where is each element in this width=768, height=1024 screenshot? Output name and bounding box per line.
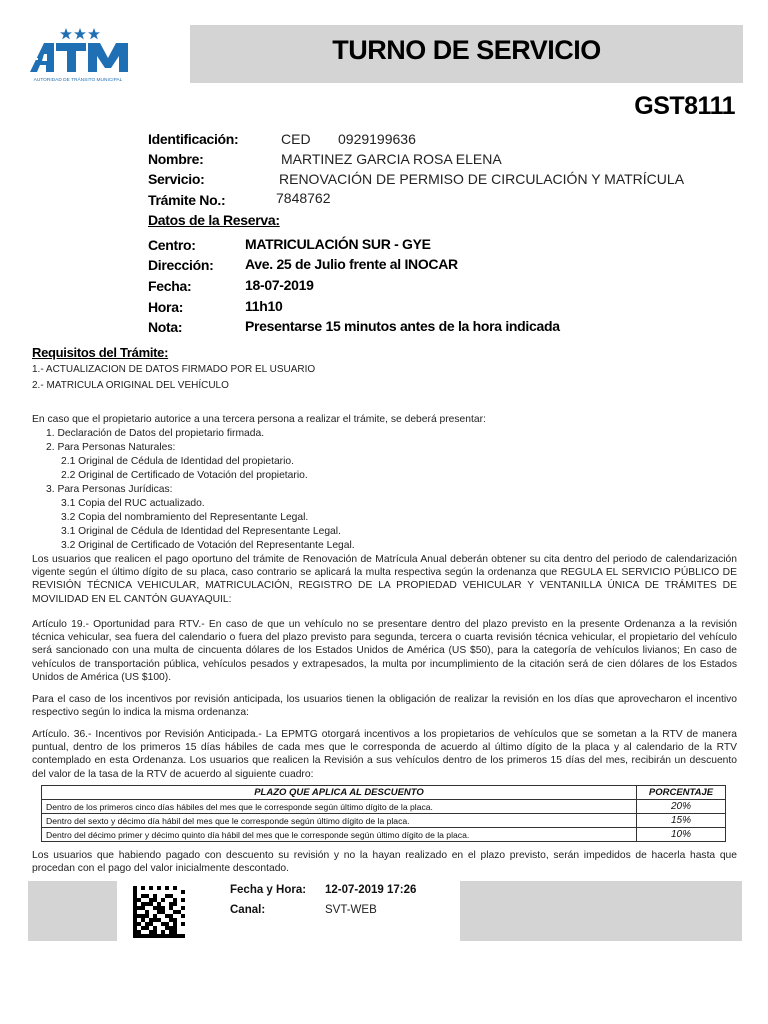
hora-label: Hora: — [148, 299, 184, 315]
tramite-value: 7848762 — [276, 190, 331, 206]
terceros-subitem: 3.2 Original de Certificado de Votación del Representante Legal. — [61, 540, 355, 551]
name-label: Nombre: — [148, 151, 204, 167]
hora-value: 11h10 — [245, 298, 283, 314]
nota-value: Presentarse 15 minutos antes de la hora indicada — [245, 318, 560, 334]
direccion-label: Dirección: — [148, 257, 214, 273]
id-number: 0929199636 — [338, 131, 416, 147]
reserva-heading: Datos de la Reserva: — [148, 212, 280, 228]
discount-table — [41, 785, 726, 842]
canal-value: SVT-WEB — [325, 904, 377, 916]
paragraph-articulo-36: Artículo. 36.- Incentivos por Revisión Anticipada.- La EPMTG otorgará incentivos a los propietarios de vehículos que se sometan a la RTV de manera puntual, dentro de los primeros 15 días hábiles de cada mes que le corresponda de acuerdo al último dígito de la placa y al calendario de la RTV contemplado en esta Ordenanza. Los usuarios que realicen la Revisión a sus vehículos dentro de los primeros 15 días del mes, recibirán un descuento del valor de la tasa de la RTV de acuerdo al siguiente cuadro: — [32, 729, 737, 780]
id-label: Identificación: — [148, 131, 239, 147]
terceros-subitem: 3.1 Original de Cédula de Identidad del Representante Legal. — [61, 526, 341, 537]
paragraph-impedidos: Los usuarios que habiendo pagado con descuento su revisión y no la hayan realizado en el plazo previsto, serán impedidos de hacerla hasta que procedan con el pago del valor inicialmente descontado. — [32, 850, 737, 875]
centro-value: MATRICULACIÓN SUR - GYE — [245, 236, 431, 252]
service-label: Servicio: — [148, 171, 205, 187]
id-type: CED — [281, 131, 311, 147]
fecha-label: Fecha: — [148, 278, 192, 294]
atm-logo — [28, 26, 136, 88]
terceros-subitem: 3.1 Copia del RUC actualizado. — [61, 498, 205, 509]
footer-gray-block-right — [460, 881, 742, 941]
title-bar — [190, 25, 743, 83]
terceros-item: 3. Para Personas Jurídicas: — [46, 484, 173, 495]
direccion-value: Ave. 25 de Julio frente al INOCAR — [245, 256, 458, 272]
table-cell-plazo: Dentro del décimo primer y décimo quinto día hábil del mes que le corresponde según último dígito de la placa. — [42, 828, 637, 842]
table-cell-plazo: Dentro del sexto y décimo día hábil del mes que le corresponde según último dígito de la placa. — [42, 814, 637, 828]
datamatrix-code-icon — [133, 886, 185, 938]
table-cell-porcentaje: 20% — [637, 800, 726, 814]
requisito-item: 1.- ACTUALIZACION DE DATOS FIRMADO POR EL USUARIO — [32, 364, 316, 375]
turno-code: GST8111 — [634, 92, 735, 120]
table-cell-porcentaje: 10% — [637, 828, 726, 842]
requisito-item: 2.- MATRICULA ORIGINAL DEL VEHÍCULO — [32, 380, 229, 391]
terceros-item: 1. Declaración de Datos del propietario firmada. — [46, 428, 265, 439]
table-cell-plazo: Dentro de los primeros cinco días hábiles del mes que le corresponde según último dígito de la placa. — [42, 800, 637, 814]
paragraph-incentivos: Para el caso de los incentivos por revisión anticipada, los usuarios tienen la obligación de realizar la revisión en los días que aprovecharon el incentivo respectivo según lo indica la misma ordenanza: — [32, 694, 737, 719]
requisitos-heading: Requisitos del Trámite: — [32, 345, 169, 360]
service-value: RENOVACIÓN DE PERMISO DE CIRCULACIÓN Y MATRÍCULA — [279, 171, 685, 187]
table-header-plazo: PLAZO QUE APLICA AL DESCUENTO — [42, 786, 637, 800]
paragraph-multa: Los usuarios que realicen el pago oportuno del trámite de Renovación de Matrícula Anual deberán obtener su cita dentro del periodo de calendarización vigente según el último dígito de su placa, caso contrario se aplicará la multa respectiva según la ordenanza que REGULA EL SERVICIO PÚBLICO DE REVISIÓN TÉCNICA VEHICULAR, MATRICULACIÓN, REGISTRO DE LA PROPIEDAD VEHICULAR Y VENTANILLA ÚNICA DE TRÁMITES DE MOVILIDAD EN EL CANTÓN GUAYAQUIL: — [32, 554, 737, 605]
name-value: MARTINEZ GARCIA ROSA ELENA — [281, 151, 502, 167]
tramite-label: Trámite No.: — [148, 192, 226, 208]
footer-gray-block-left — [28, 881, 117, 941]
table-row — [42, 828, 726, 842]
fecha-hora-value: 12-07-2019 17:26 — [325, 884, 417, 896]
logo-subtitle: AUTORIDAD DE TRÁNSITO MUNICIPAL — [33, 78, 123, 83]
fecha-hora-label: Fecha y Hora: — [230, 884, 307, 896]
terceros-subitem: 2.2 Original de Certificado de Votación del propietario. — [61, 470, 308, 481]
centro-label: Centro: — [148, 237, 196, 253]
nota-label: Nota: — [148, 319, 183, 335]
paragraph-articulo-19: Artículo 19.- Oportunidad para RTV.- En caso de que un vehículo no se presentare dentro del plazo previsto en la presente Ordenanza a la revisión técnica vehicular, sea fuera del calendario o fuera del plazo previsto para segunda, tercera o cuarta revisión técnica vehicular, el propietario del vehículo será sancionado con una multa de cincuenta dólares de los Estados Unidos de América (US $50), para la categoría de vehículos livianos; En caso de vehículos de transportación pública, vehículos pesados y extrapesados, la multa por incumplimiento de la citación será de cien dólares de los Estados Unidos de América (US $100). — [32, 619, 737, 683]
star-icon — [60, 28, 100, 39]
fecha-value: 18-07-2019 — [245, 277, 314, 293]
table-row — [42, 814, 726, 828]
page-title: TURNO DE SERVICIO — [332, 35, 601, 65]
table-row — [42, 800, 726, 814]
terceros-subitem: 3.2 Copia del nombramiento del Representante Legal. — [61, 512, 309, 523]
table-header-porcentaje: PORCENTAJE — [637, 786, 726, 800]
terceros-intro: En caso que el propietario autorice a una tercera persona a realizar el trámite, se deberá presentar: — [32, 414, 486, 425]
terceros-subitem: 2.1 Original de Cédula de Identidad del propietario. — [61, 456, 294, 467]
terceros-item: 2. Para Personas Naturales: — [46, 442, 176, 453]
table-cell-porcentaje: 15% — [637, 814, 726, 828]
canal-label: Canal: — [230, 904, 266, 916]
